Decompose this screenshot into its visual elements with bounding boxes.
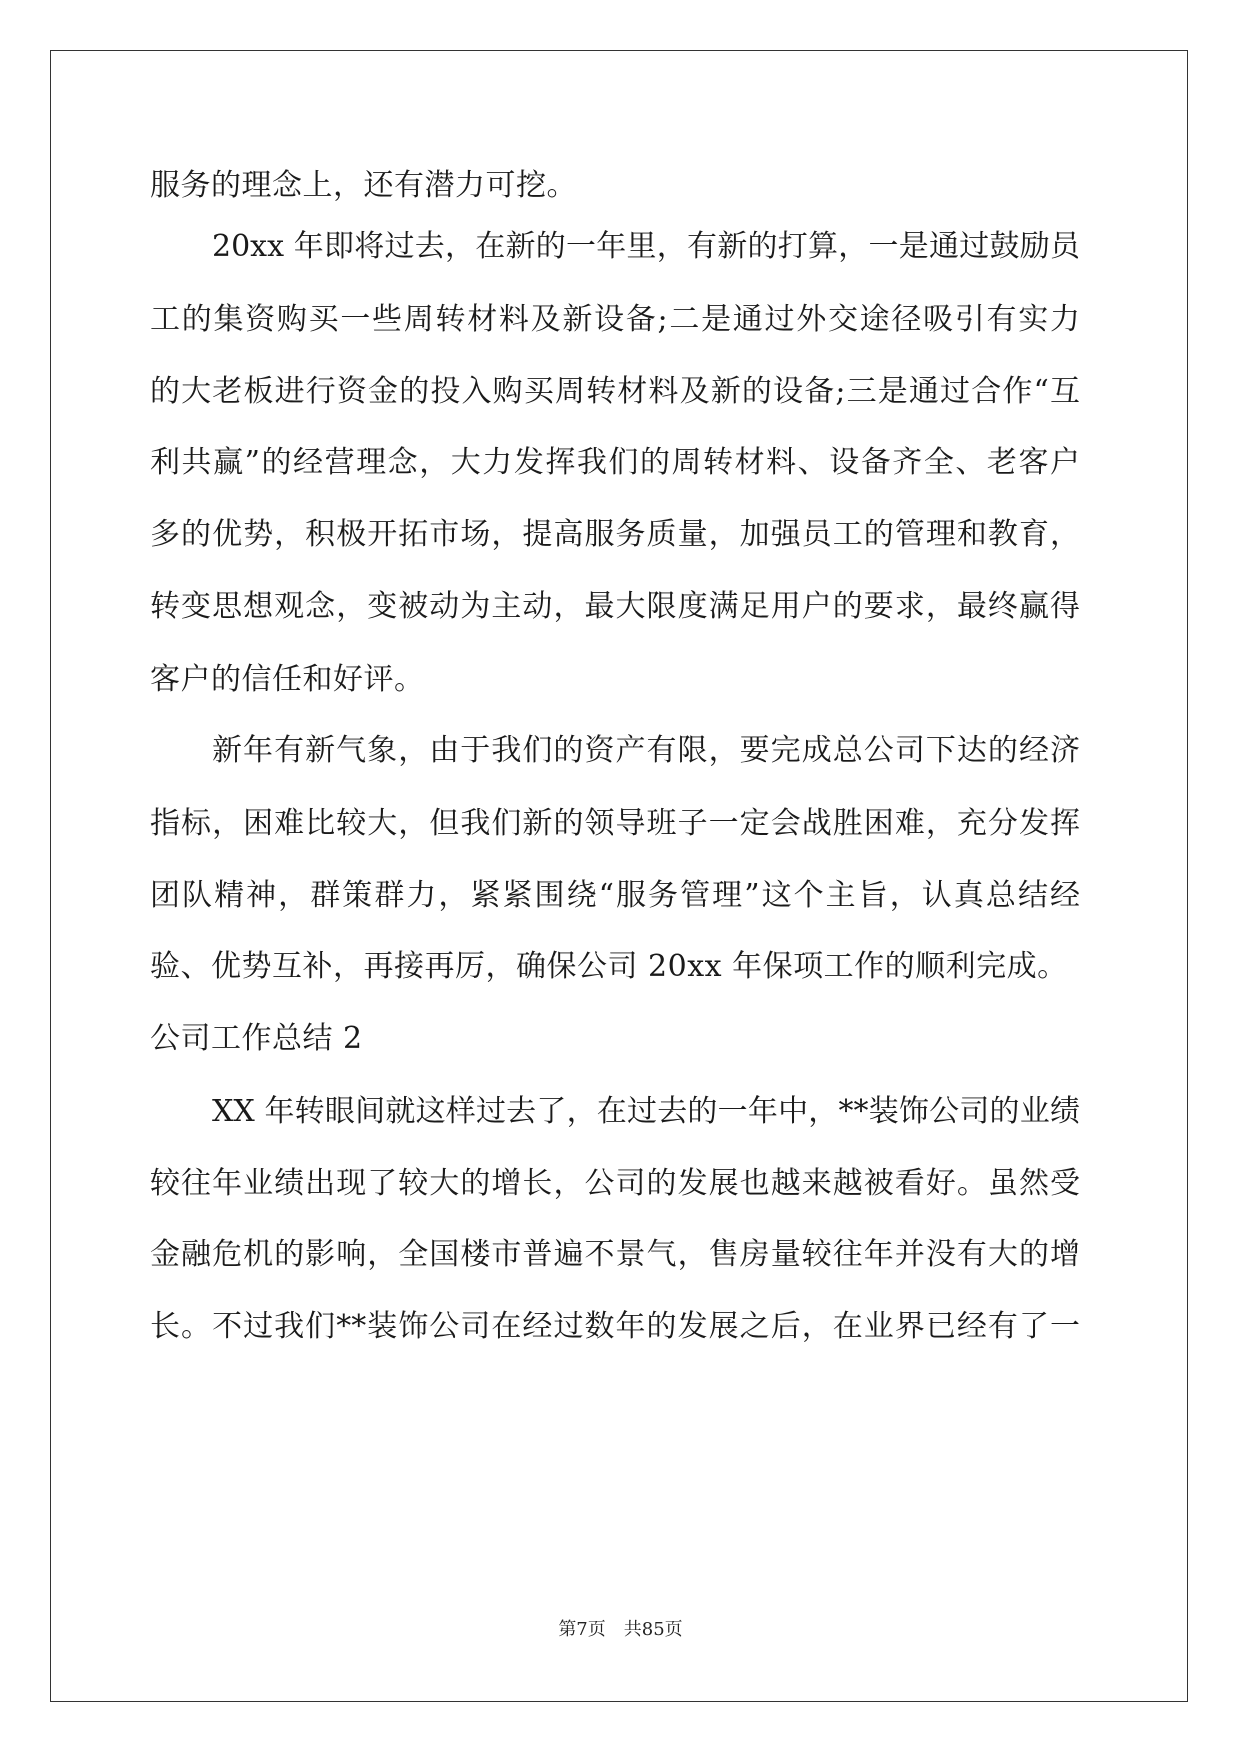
paragraph-start-line: 新年有新气象，由于我们的资产有限，要完成总公司下达的经济: [212, 733, 1080, 768]
text-line: 长。不过我们**装饰公司在经过数年的发展之后，在业界已经有了一: [150, 1309, 1080, 1344]
section-heading: 公司工作总结 2: [150, 1021, 363, 1056]
text-line: 客户的信任和好评。: [150, 662, 425, 697]
text-line: 利共赢”的经营理念，大力发挥我们的周转材料、设备齐全、老客户: [150, 445, 1080, 480]
text-line: 多的优势，积极开拓市场，提高服务质量，加强员工的管理和教育，: [150, 517, 1080, 552]
text-line: 指标，困难比较大，但我们新的领导班子一定会战胜困难，充分发挥: [150, 806, 1080, 841]
text-line: 的大老板进行资金的投入购买周转材料及新的设备;三是通过合作“互: [150, 374, 1080, 409]
paragraph-start-line: XX 年转眼间就这样过去了，在过去的一年中，**装饰公司的业绩: [212, 1094, 1080, 1129]
text-line: 团队精神，群策群力，紧紧围绕“服务管理”这个主旨，认真总结经: [150, 878, 1080, 913]
text-line: 服务的理念上，还有潜力可挖。: [150, 168, 577, 203]
text-line: 验、优势互补，再接再厉，确保公司 20xx 年保项工作的顺利完成。: [150, 949, 1068, 984]
text-line: 金融危机的影响，全国楼市普遍不景气，售房量较往年并没有大的增: [150, 1237, 1080, 1272]
text-line: 转变思想观念，变被动为主动，最大限度满足用户的要求，最终赢得: [150, 589, 1080, 624]
text-line: 较往年业绩出现了较大的增长，公司的发展也越来越被看好。虽然受: [150, 1166, 1080, 1201]
text-line: 工的集资购买一些周转材料及新设备;二是通过外交途径吸引有实力: [150, 302, 1080, 337]
paragraph-start-line: 20xx 年即将过去，在新的一年里，有新的打算，一是通过鼓励员: [212, 229, 1080, 264]
page-number-footer: 第7页 共85页: [558, 1619, 683, 1640]
